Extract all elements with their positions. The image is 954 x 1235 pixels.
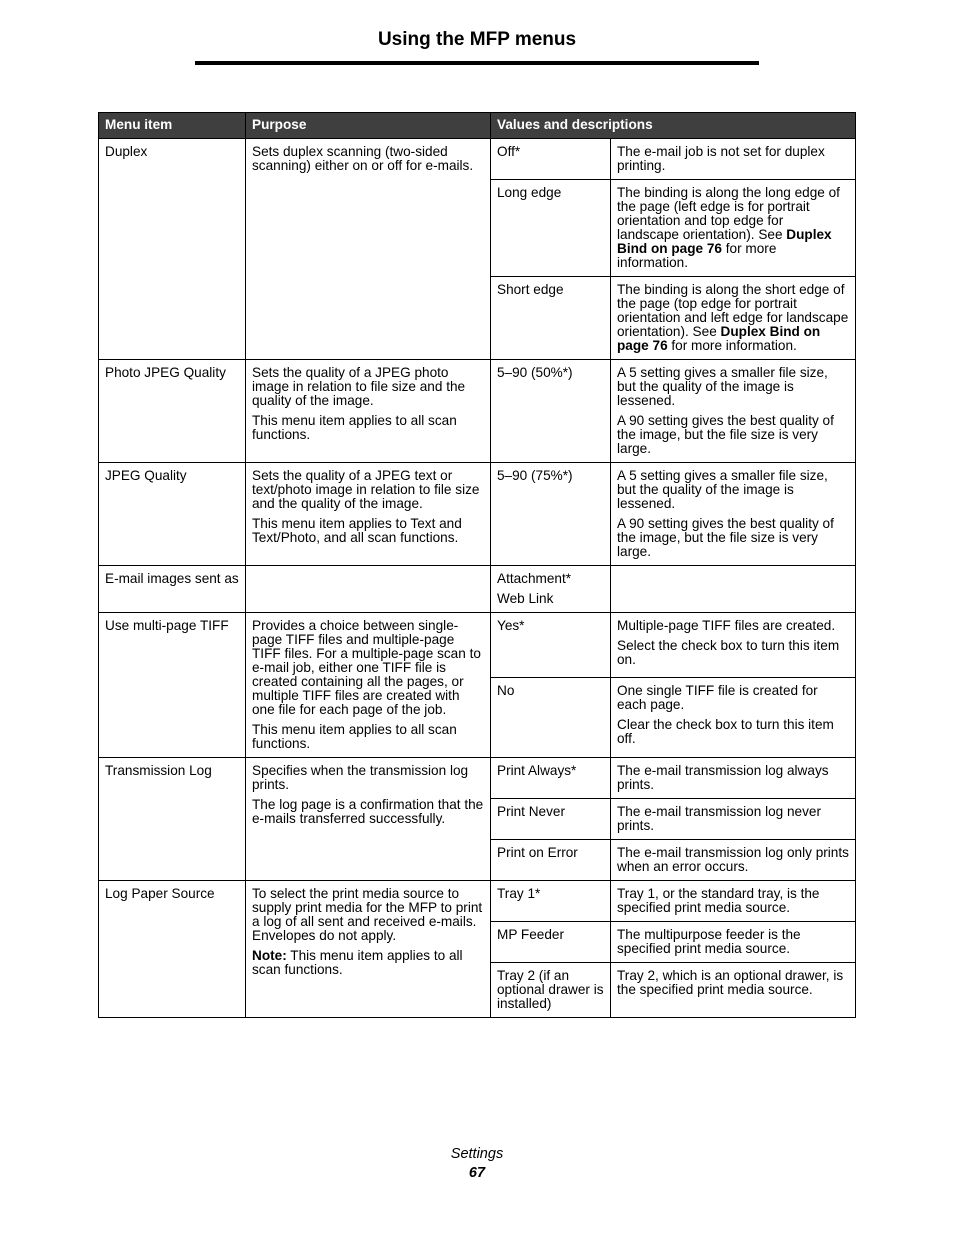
description-cell	[611, 139, 856, 180]
value-option: Print Always*	[497, 763, 577, 778]
table-row	[99, 463, 856, 566]
table-row	[99, 881, 856, 922]
description-cell	[611, 922, 856, 963]
value-cell	[491, 758, 611, 799]
purpose-paragraph: This menu item applies to all scan functions.	[252, 722, 457, 751]
table-body	[99, 139, 856, 1018]
description-paragraph: Tray 1, or the standard tray, is the specified print media source.	[617, 886, 820, 915]
purpose-paragraph: Sets the quality of a JPEG photo image in relation to file size and the quality of the image.	[252, 365, 466, 408]
description-paragraph: One single TIFF file is created for each page.	[617, 683, 818, 713]
value-cell	[491, 277, 611, 360]
menu-item-cell: JPEG Quality	[99, 463, 246, 566]
cross-reference: Duplex Bind on page 76	[617, 227, 832, 256]
value-cell	[491, 139, 611, 180]
value-cell	[491, 360, 611, 463]
value-cell	[491, 566, 611, 613]
value-option: Tray 1*	[497, 886, 541, 901]
purpose-cell	[246, 613, 491, 758]
description-paragraph: The e-mail job is not set for duplex printing.	[617, 144, 825, 173]
description-paragraph: Clear the check box to turn this item off.	[617, 717, 834, 747]
purpose-paragraph: Specifies when the transmission log prints.	[252, 763, 469, 792]
value-option: Print on Error	[497, 845, 578, 860]
description-cell	[611, 613, 856, 678]
description-paragraph: Select the check box to turn this item on.	[617, 638, 840, 667]
value-cell	[491, 613, 611, 678]
value-cell	[491, 881, 611, 922]
description-cell	[611, 881, 856, 922]
value-option: No	[497, 683, 515, 699]
footer-section-name: Settings	[450, 1146, 504, 1162]
description-cell	[611, 277, 856, 360]
value-cell	[491, 463, 611, 566]
description-paragraph: A 90 setting gives the best quality of the image, but the file size is very large.	[617, 413, 834, 456]
description-paragraph: The e-mail transmission log never prints.	[617, 804, 821, 833]
column-header-purpose: Purpose	[246, 113, 491, 139]
value-option: Yes*	[497, 618, 525, 633]
description-cell	[611, 840, 856, 881]
purpose-cell	[246, 139, 491, 360]
value-option: Tray 2 (if an optional drawer is installed)	[497, 968, 604, 1011]
purpose-paragraph: The log page is a confirmation that the e-mails transferred successfully.	[252, 797, 484, 826]
description-cell	[611, 180, 856, 277]
description-cell	[611, 463, 856, 566]
table-header-row	[99, 113, 856, 139]
value-cell	[491, 180, 611, 277]
value-option: 5–90 (50%*)	[497, 365, 573, 380]
value-cell	[491, 799, 611, 840]
value-option: Short edge	[497, 282, 564, 297]
description-paragraph: The binding is along the short edge of the page (top edge for portrait orientation and left edge for landscape orientation). See Duplex Bind on page 76 for more information.	[617, 282, 849, 353]
description-paragraph: Multiple-page TIFF files are created.	[617, 618, 836, 633]
value-option: Long edge	[497, 185, 562, 200]
description-cell	[611, 799, 856, 840]
page-title: Using the MFP menus	[377, 29, 577, 50]
menu-item-cell: Transmission Log	[99, 758, 246, 881]
value-option: Web Link	[497, 591, 554, 606]
description-paragraph: The binding is along the long edge of the page (left edge is for portrait orientation and top edge for landscape orientation). See Duplex Bind on page 76 for more information.	[617, 185, 840, 270]
menu-item-cell: Photo JPEG Quality	[99, 360, 246, 463]
menu-item-cell: E-mail images sent as	[99, 566, 246, 613]
description-paragraph: The e-mail transmission log always prints.	[617, 763, 829, 792]
value-option: Print Never	[497, 804, 565, 819]
description-paragraph: A 5 setting gives a smaller file size, but the quality of the image is lessened.	[617, 468, 828, 511]
purpose-paragraph: This menu item applies to Text and Text/Photo, and all scan functions.	[252, 516, 462, 545]
purpose-cell	[246, 566, 491, 613]
menu-item-cell: Use multi-page TIFF	[99, 613, 246, 758]
table-row	[99, 360, 856, 463]
value-option: Attachment*	[497, 571, 572, 586]
cross-reference: Duplex Bind on page 76	[617, 324, 821, 353]
purpose-paragraph: Provides a choice between single-page TIFF files and multiple-page TIFF files. For a multiple-page scan to e-mail job, either one TIFF file is created containing all the pages, or multiple TIFF files are created with one file for each page of the job.	[252, 618, 481, 717]
description-paragraph: The e-mail transmission log only prints when an error occurs.	[617, 845, 849, 874]
description-cell	[611, 566, 856, 613]
purpose-cell	[246, 881, 491, 1018]
description-paragraph: The multipurpose feeder is the specified print media source.	[617, 927, 801, 956]
value-option: MP Feeder	[497, 927, 564, 942]
menu-item-cell: Duplex	[99, 139, 246, 360]
description-paragraph: A 5 setting gives a smaller file size, but the quality of the image is lessened.	[617, 365, 828, 408]
description-cell	[611, 963, 856, 1018]
column-header-values: Values and descriptions	[491, 113, 856, 139]
menu-item-cell: Log Paper Source	[99, 881, 246, 1018]
purpose-paragraph: This menu item applies to all scan functions.	[252, 413, 457, 442]
table-row	[99, 758, 856, 799]
footer-page-number: 67	[468, 1165, 486, 1181]
purpose-paragraph: Note: This menu item applies to all scan functions.	[252, 948, 463, 977]
value-cell	[491, 840, 611, 881]
menu-table	[98, 112, 856, 1018]
table-row	[99, 566, 856, 613]
value-cell	[491, 963, 611, 1018]
purpose-cell	[246, 758, 491, 881]
note-label: Note:	[252, 948, 287, 963]
description-cell	[611, 360, 856, 463]
value-option: Off*	[497, 144, 521, 159]
description-paragraph: A 90 setting gives the best quality of the image, but the file size is very large.	[617, 516, 834, 559]
value-cell	[491, 678, 611, 758]
purpose-paragraph: Sets the quality of a JPEG text or text/photo image in relation to file size and the quality of the image.	[252, 468, 480, 511]
table-row	[99, 613, 856, 678]
table-row	[99, 139, 856, 180]
value-option: 5–90 (75%*)	[497, 468, 573, 483]
purpose-paragraph: Sets duplex scanning (two-sided scanning) either on or off for e-mails.	[252, 144, 474, 173]
column-header-menu-item: Menu item	[99, 113, 246, 139]
purpose-cell	[246, 360, 491, 463]
purpose-cell	[246, 463, 491, 566]
description-cell	[611, 678, 856, 758]
value-cell	[491, 922, 611, 963]
description-cell	[611, 758, 856, 799]
purpose-paragraph: To select the print media source to supply print media for the MFP to print a log of all sent and received e-mails. Envelopes do not apply.	[252, 886, 483, 943]
description-paragraph: Tray 2, which is an optional drawer, is the specified print media source.	[617, 968, 844, 997]
title-rule	[195, 61, 759, 65]
